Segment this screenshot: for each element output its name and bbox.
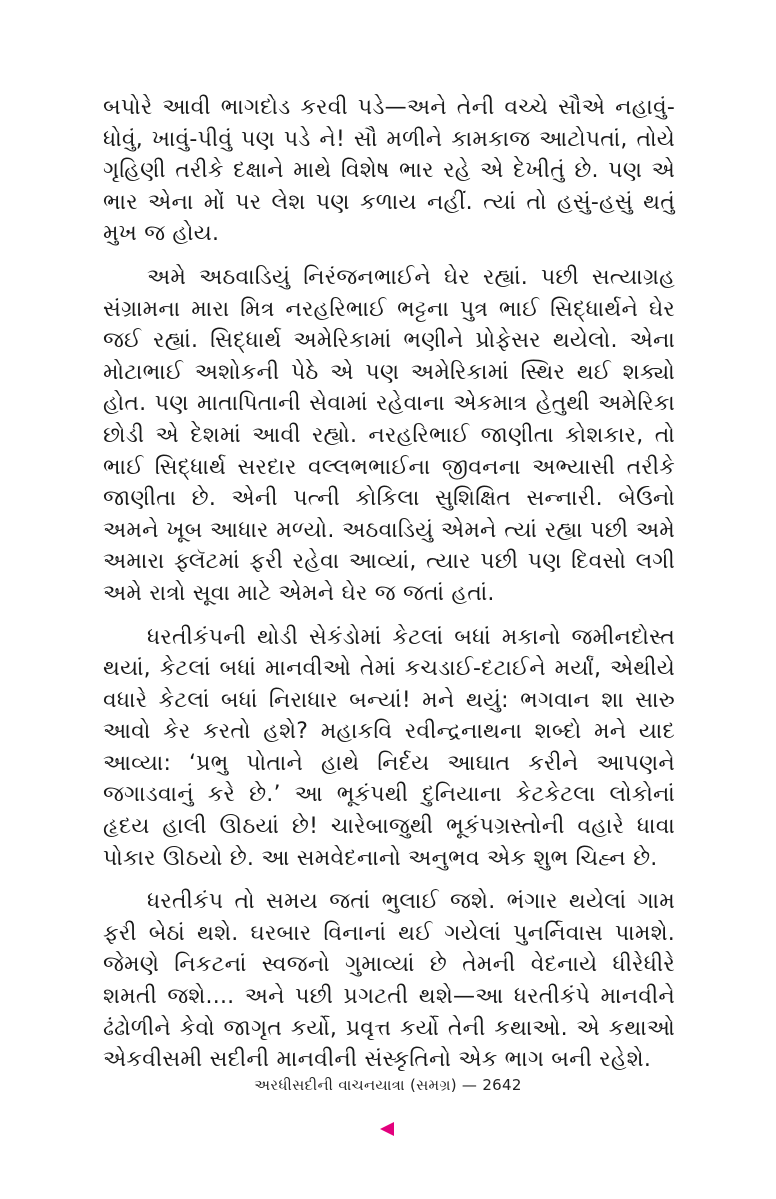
paragraph-3: ધરતીકંપની થોડી સેકંડોમાં કેટલાં બધાં મકાનો જમીનદોસ્ત થયાં, કેટલાં બધાં માનવીઓ તેમાં કચડાઈ-દટાઈને મર્યાં, એથીયે વધારે કેટલાં બધાં નિરાધાર બન્યાં! મને થયું: ભગવાન શા સારુ આવો કેર કરતો હશે? મહાકવિ રવીન્દ્રનાથના શબ્દો મને યાદ આવ્યા: ‘પ્રભુ પોતાને હાથે નિર્દય આઘાત કરીને આપણને જગાડવાનું કરે છે.’ આ ભૂકંપથી દુનિયાના કેટકેટલા લોકોનાં હૃદય હાલી ઊઠયાં છે! ચારેબાજુથી ભૂકંપગ્રસ્તોની વહારે ધાવા પોકાર ઊઠયો છે. આ સમવેદનાનો અનુભવ એક શુભ ચિહ્ન છે. bbox=[103, 624, 675, 871]
footer-separator: — bbox=[461, 1076, 478, 1094]
page-footer bbox=[0, 1076, 776, 1094]
page-body bbox=[103, 92, 675, 1088]
paragraph-2: અમે અઠવાડિયું નિરંજનભાઈને ઘેર રહ્યાં. પછી સત્યાગ્રહ સંગ્રામના મારા મિત્ર નરહરિભાઈ ભટ્ટના પુત્ર ભાઈ સિદ્ધાર્થને ઘેર જઈ રહ્યાં. સિદ્ધાર્થ અમેરિકામાં ભણીને પ્રોફેસર થયેલો. એના મોટાભાઈ અશોકની પેઠે એ પણ અમેરિકામાં સ્થિર થઈ શક્યો હોત. પણ માતાપિતાની સેવામાં રહેવાના એકમાત્ર હેતુથી અમેરિકા છોડી એ દેશમાં આવી રહ્યો. નરહરિભાઈ જાણીતા કોશકાર, તો ભાઈ સિદ્ધાર્થ સરદાર વલ્લભભાઈના જીવનના અભ્યાસી તરીકે જાણીતા છે. એની પત્ની કોકિલા સુશિક્ષિત સન્નારી. બેઉનો અમને ખૂબ આધાર મળ્યો. અઠવાડિયું એમને ત્યાં રહ્યા પછી અમે અમારા ફ્લૅટમાં ફરી રહેવા આવ્યાં, ત્યાર પછી પણ દિવસો લગી અમે રાત્રો સૂવા માટે એમને ઘેર જ જતાં હતાં. bbox=[103, 264, 675, 606]
footer-page-number: 2642 bbox=[482, 1076, 522, 1094]
paragraph-1: બપોરે આવી ભાગદોડ કરવી પડે—અને તેની વચ્ચે સૌએ નહાવું-ધોવું, ખાવું-પીવું પણ પડે ને! સૌ મળીને કામકાજ આટોપતાં, તોયે ગૃહિણી તરીકે દક્ષાને માથે વિશેષ ભાર રહે એ દેખીતું છે. પણ એ ભાર એના મોં પર લેશ પણ કળાય નહીં. ત્યાં તો હસું-હસું થતું મુખ જ હોય. bbox=[103, 95, 675, 247]
footer-book-title: અરધીસદીની વાચનયાત્રા (સમગ્ર) bbox=[254, 1076, 457, 1094]
previous-page-icon[interactable] bbox=[380, 1122, 394, 1136]
paragraph-4: ધરતીકંપ તો સમય જતાં ભુલાઈ જશે. ભંગાર થયેલાં ગામ ફરી બેઠાં થશે. ઘરબાર વિનાનાં થઈ ગયેલાં પુનર્નિવાસ પામશે. જેમણે નિકટનાં સ્વજનો ગુમાવ્યાં છે તેમની વેદનાયે ધીરેધીરે શમતી જશે.... અને પછી પ્રગટતી થશે—આ ધરતીકંપે માનવીને ઢંઢોળીને કેવો જાગૃત કર્યો, પ્રવૃત્ત કર્યો તેની કથાઓ. એ કથાઓ એકવીસમી સદીની માનવીની સંસ્કૃતિનો એક ભાગ બની રહેશે. bbox=[103, 889, 675, 1073]
